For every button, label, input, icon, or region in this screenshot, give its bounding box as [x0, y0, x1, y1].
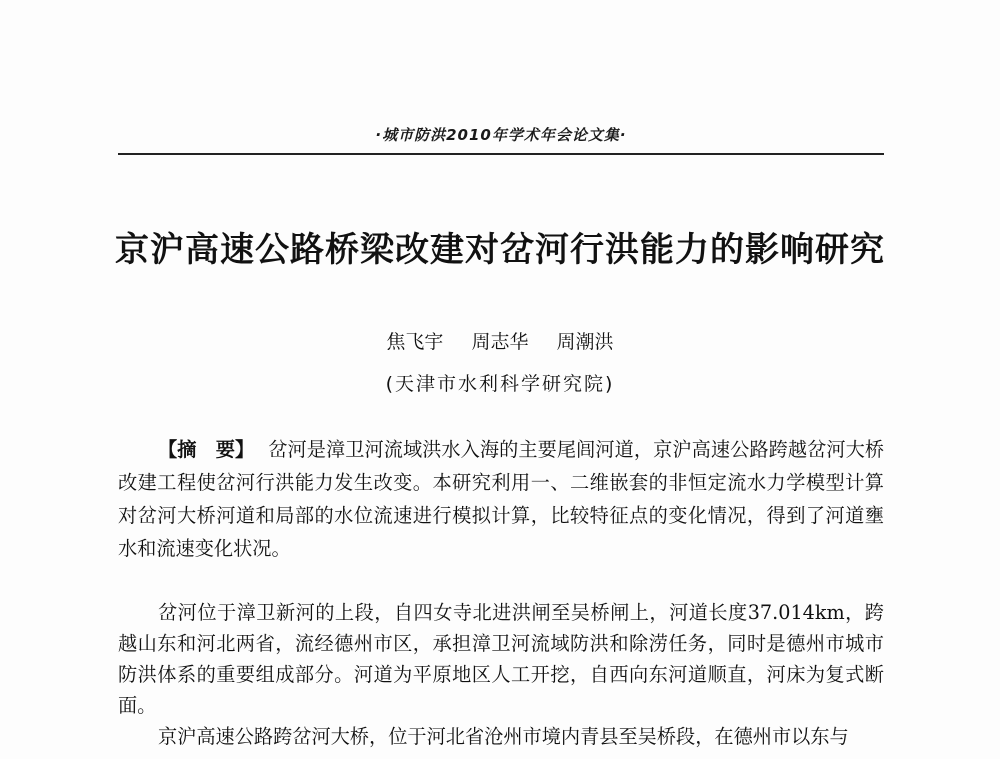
body-paragraph: 岔河位于漳卫新河的上段，自四女寺北进洪闸至吴桥闸上，河道长度37.014km，跨越山东和河北两省，流经德州市区，承担漳卫河流域防洪和除涝任务，同时是德州市城市防洪体系的重要组成部分。河道为平原地区人工开挖，自西向东河道顺直，河床为复式断面。	[118, 601, 884, 717]
abstract-text: 岔河是漳卫河流域洪水入海的主要尾闾河道，京沪高速公路跨越岔河大桥改建工程使岔河行洪能力发生改变。本研究利用一、二维嵌套的非恒定流水力学模型计算对岔河大桥河道和局部的水位流速进行模拟计算，比较特征点的变化情况，得到了河道壅水和流速变化状况。	[118, 438, 885, 560]
paper-title: 京沪高速公路桥梁改建对岔河行洪能力的影响研究	[115, 230, 885, 270]
body-paragraph: 京沪高速公路跨岔河大桥，位于河北省沧州市境内青县至吴桥段，在德州市以东与	[158, 725, 849, 748]
running-head: ·城市防洪2010年学术年会论文集·	[375, 126, 627, 144]
affiliation: (天津市水利科学研究院)	[385, 373, 615, 395]
abstract-label: 【摘 要】	[158, 438, 255, 461]
abstract	[118, 433, 884, 565]
body-text	[118, 597, 884, 752]
author-name: 周志华	[471, 331, 529, 353]
author-list	[0, 327, 1000, 354]
author-name: 焦飞宇	[386, 331, 444, 353]
header-rule	[118, 153, 884, 155]
author-name: 周潮洪	[556, 331, 614, 353]
